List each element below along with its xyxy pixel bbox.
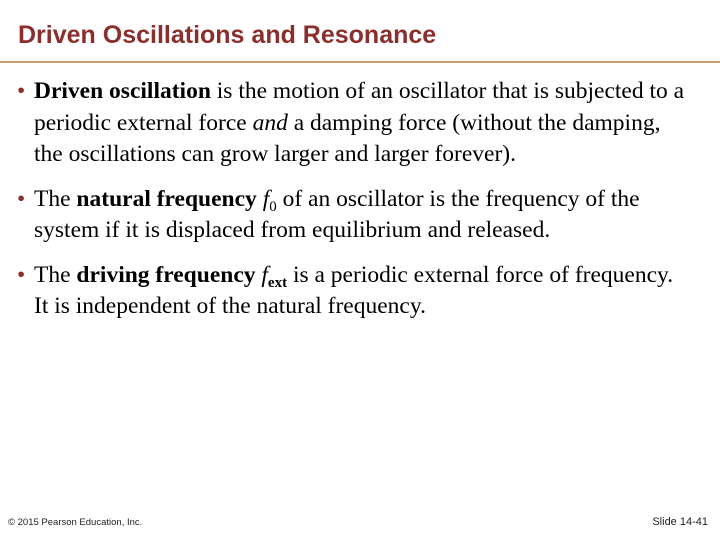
symbol-f: f bbox=[261, 261, 268, 288]
bullet-text: a damping force (without the damping, the oscillations can grow larger and larger forever). bbox=[34, 109, 661, 167]
copyright-notice: © 2015 Pearson Education, Inc. bbox=[8, 517, 143, 528]
symbol-f: f bbox=[262, 185, 270, 212]
term-driving-frequency: driving frequency bbox=[76, 261, 256, 288]
symbol-subscript: 0 bbox=[269, 198, 277, 215]
bullet-text: of an oscillator is the frequency of the system if it is displaced from equilibrium and released. bbox=[34, 185, 640, 243]
symbol-subscript: ext bbox=[267, 274, 288, 291]
bullet-glyph: • bbox=[17, 78, 26, 104]
term-natural-frequency: natural frequency bbox=[76, 185, 257, 212]
bullet-driven-oscillation bbox=[17, 76, 693, 171]
bullet-glyph: • bbox=[17, 261, 26, 288]
emphasis-and: and bbox=[252, 109, 288, 136]
term-driven-oscillation: Driven oscillation bbox=[34, 78, 211, 104]
bullet-text: The bbox=[34, 185, 77, 212]
slide-title: Driven Oscillations and Resonance bbox=[18, 21, 437, 49]
bullet-text: The bbox=[34, 261, 77, 288]
bullet-natural-frequency bbox=[17, 184, 693, 247]
bullet-text: is the motion of an oscillator that is subjected to a periodic external force bbox=[34, 78, 685, 136]
title-divider bbox=[0, 61, 720, 63]
bullet-glyph: • bbox=[17, 185, 26, 212]
bullet-list bbox=[17, 76, 693, 336]
slide-number: Slide 14-41 bbox=[652, 516, 708, 528]
bullet-text: is a periodic external force of frequency. It is independent of the natural frequency. bbox=[34, 261, 674, 319]
bullet-driving-frequency bbox=[17, 260, 693, 323]
